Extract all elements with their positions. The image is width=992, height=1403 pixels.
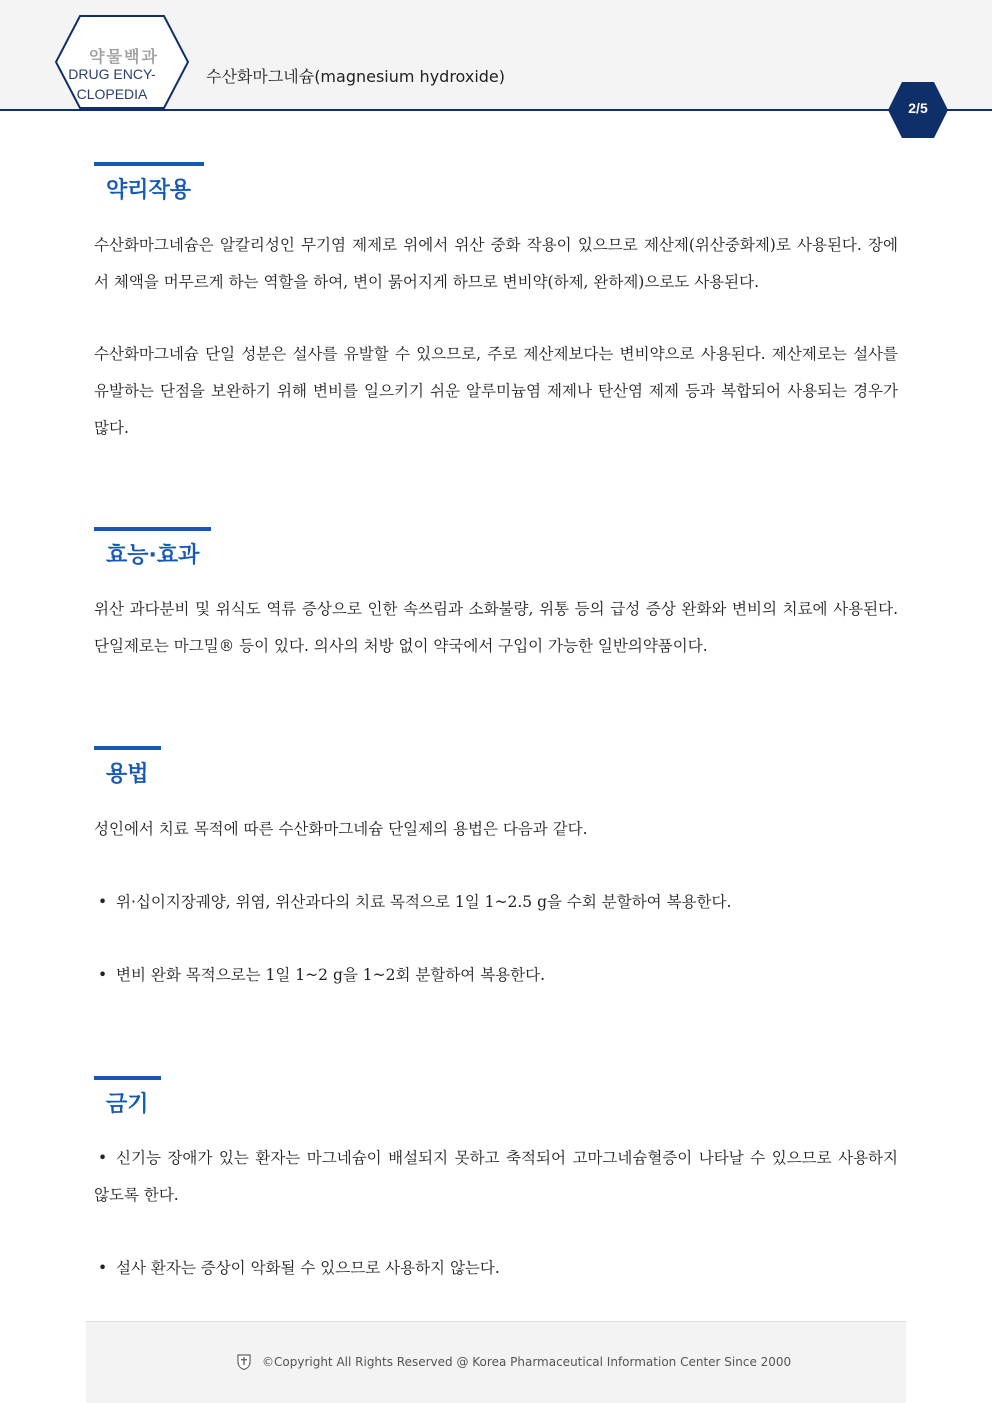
- page-footer: [86, 1321, 906, 1403]
- list-item: • 위·십이지장궤양, 위염, 위산과다의 치료 목적으로 1일 1~2.5 g을 수회 분할하여 복용한다.: [98, 893, 732, 911]
- header-divider: [0, 109, 992, 111]
- document-title: 수산화마그네슘(magnesium hydroxide): [206, 67, 506, 86]
- logo-english-line1: DRUG ENCY-: [68, 66, 156, 82]
- logo-english-line2: CLOPEDIA: [76, 86, 148, 102]
- section-accent-bar: [94, 162, 204, 166]
- list-item: • 설사 환자는 증상이 악화될 수 있으므로 사용하지 않는다.: [98, 1259, 500, 1277]
- section-title: 효능·효과: [106, 543, 200, 568]
- section-accent-bar: [94, 1076, 161, 1080]
- list-item: • 신기능 장애가 있는 환자는 마그네슘이 배설되지 못하고 축적되어 고마그네슘혈증이 나타날 수 있으므로 사용하지 않도록 한다.: [94, 1149, 898, 1204]
- section-heading-contraindication: [94, 1076, 161, 1120]
- footer-content: [236, 1354, 791, 1370]
- section-title: 약리작용: [106, 178, 192, 203]
- section-accent-bar: [94, 527, 211, 531]
- section-title: 용법: [106, 762, 149, 787]
- logo-korean-text: 약물백과: [89, 47, 159, 66]
- list-item: • 변비 완화 목적으로는 1일 1~2 g을 1~2회 분할하여 복용한다.: [98, 966, 546, 984]
- action-paragraph-1: 수산화마그네슘은 알칼리성인 무기염 제제로 위에서 위산 중화 작용이 있으므로 제산제(위산중화제)로 사용된다. 장에서 체액을 머무르게 하는 역할을 하여, 변이 묽어지게 하므로 변비약(하제, 완하제)으로도 사용된다.: [94, 236, 898, 291]
- section-accent-bar: [94, 746, 161, 750]
- section-heading-efficacy: [94, 527, 211, 571]
- section-heading-action: [94, 162, 204, 206]
- copyright-text: ©Copyright All Rights Reserved @ Korea Pharmaceutical Information Center Since 2000: [262, 1355, 792, 1369]
- action-paragraph-2: 수산화마그네슘 단일 성분은 설사를 유발할 수 있으므로, 주로 제산제보다는 변비약으로 사용된다. 제산제로는 설사를 유발하는 단점을 보완하기 위해 변비를 일으키기 쉬운 알루미늄염 제제나 탄산염 제제 등과 복합되어 사용되는 경우가 많다.: [94, 345, 898, 437]
- dosage-intro: 성인에서 치료 목적에 따른 수산화마그네슘 단일제의 용법은 다음과 같다.: [94, 820, 588, 838]
- section-heading-dosage: [94, 746, 161, 790]
- section-title: 금기: [106, 1092, 149, 1117]
- shield-emblem-icon: [236, 1354, 252, 1370]
- page-number: 2/5: [908, 100, 928, 116]
- efficacy-paragraph: 위산 과다분비 및 위식도 역류 증상으로 인한 속쓰림과 소화불량, 위통 등의 급성 증상 완화와 변비의 치료에 사용된다. 단일제로는 마그밀® 등이 있다. 의사의 처방 없이 약국에서 구입이 가능한 일반의약품이다.: [94, 600, 898, 655]
